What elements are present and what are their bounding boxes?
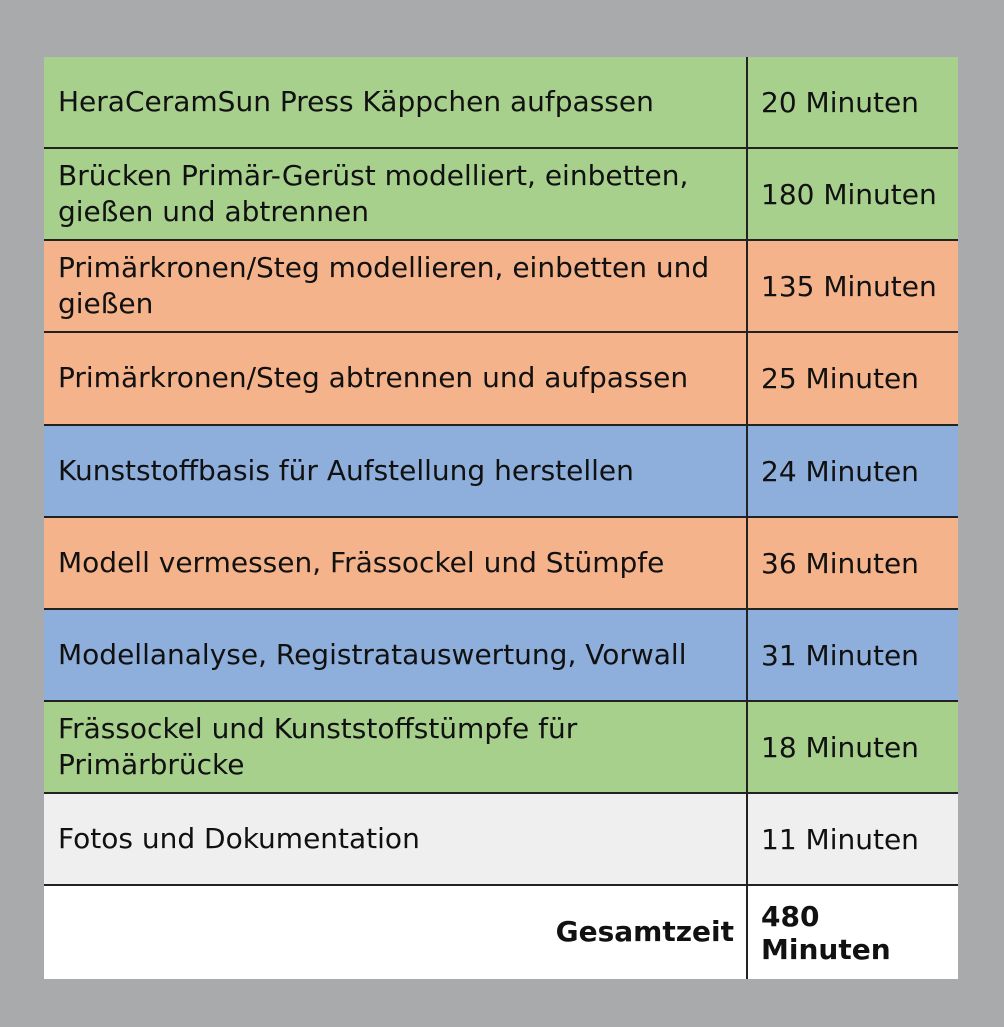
total-time: 480 Minuten bbox=[746, 886, 958, 979]
total-row bbox=[44, 886, 958, 979]
task-cell: Fotos und Dokumentation bbox=[58, 821, 420, 855]
time-cell: 20 Minuten bbox=[746, 57, 958, 147]
time-cell: 11 Minuten bbox=[746, 794, 958, 884]
table-row bbox=[44, 702, 958, 794]
task-cell: Modellanalyse, Registratauswertung, Vorwall bbox=[58, 637, 687, 671]
time-cell: 24 Minuten bbox=[746, 426, 958, 516]
table-row bbox=[44, 149, 958, 241]
table-row bbox=[44, 57, 958, 149]
table-row bbox=[44, 518, 958, 610]
table-row bbox=[44, 241, 958, 333]
task-cell: Primärkronen/Steg abtrennen und aufpassen bbox=[58, 361, 689, 395]
time-cell: 135 Minuten bbox=[746, 241, 958, 331]
time-cell: 36 Minuten bbox=[746, 518, 958, 608]
time-cell: 180 Minuten bbox=[746, 149, 958, 239]
time-cell: 18 Minuten bbox=[746, 702, 958, 792]
time-cell: 31 Minuten bbox=[746, 610, 958, 700]
task-cell: Primärkronen/Steg modellieren, einbetten und gießen bbox=[58, 250, 710, 320]
task-cell: Kunststoffbasis für Aufstellung herstellen bbox=[58, 453, 634, 487]
task-cell: Brücken Primär-Gerüst modelliert, einbetten, gießen und abtrennen bbox=[58, 158, 689, 228]
table-row bbox=[44, 610, 958, 702]
time-cell: 25 Minuten bbox=[746, 333, 958, 424]
task-cell: Frässockel und Kunststoffstümpfe für Primärbrücke bbox=[58, 711, 578, 781]
task-cell: Modell vermessen, Frässockel und Stümpfe bbox=[58, 545, 665, 579]
table-row bbox=[44, 333, 958, 426]
task-cell: HeraCeramSun Press Käppchen aufpassen bbox=[58, 84, 654, 118]
total-label: Gesamtzeit bbox=[555, 915, 734, 949]
table-row bbox=[44, 426, 958, 518]
table-row bbox=[44, 794, 958, 886]
